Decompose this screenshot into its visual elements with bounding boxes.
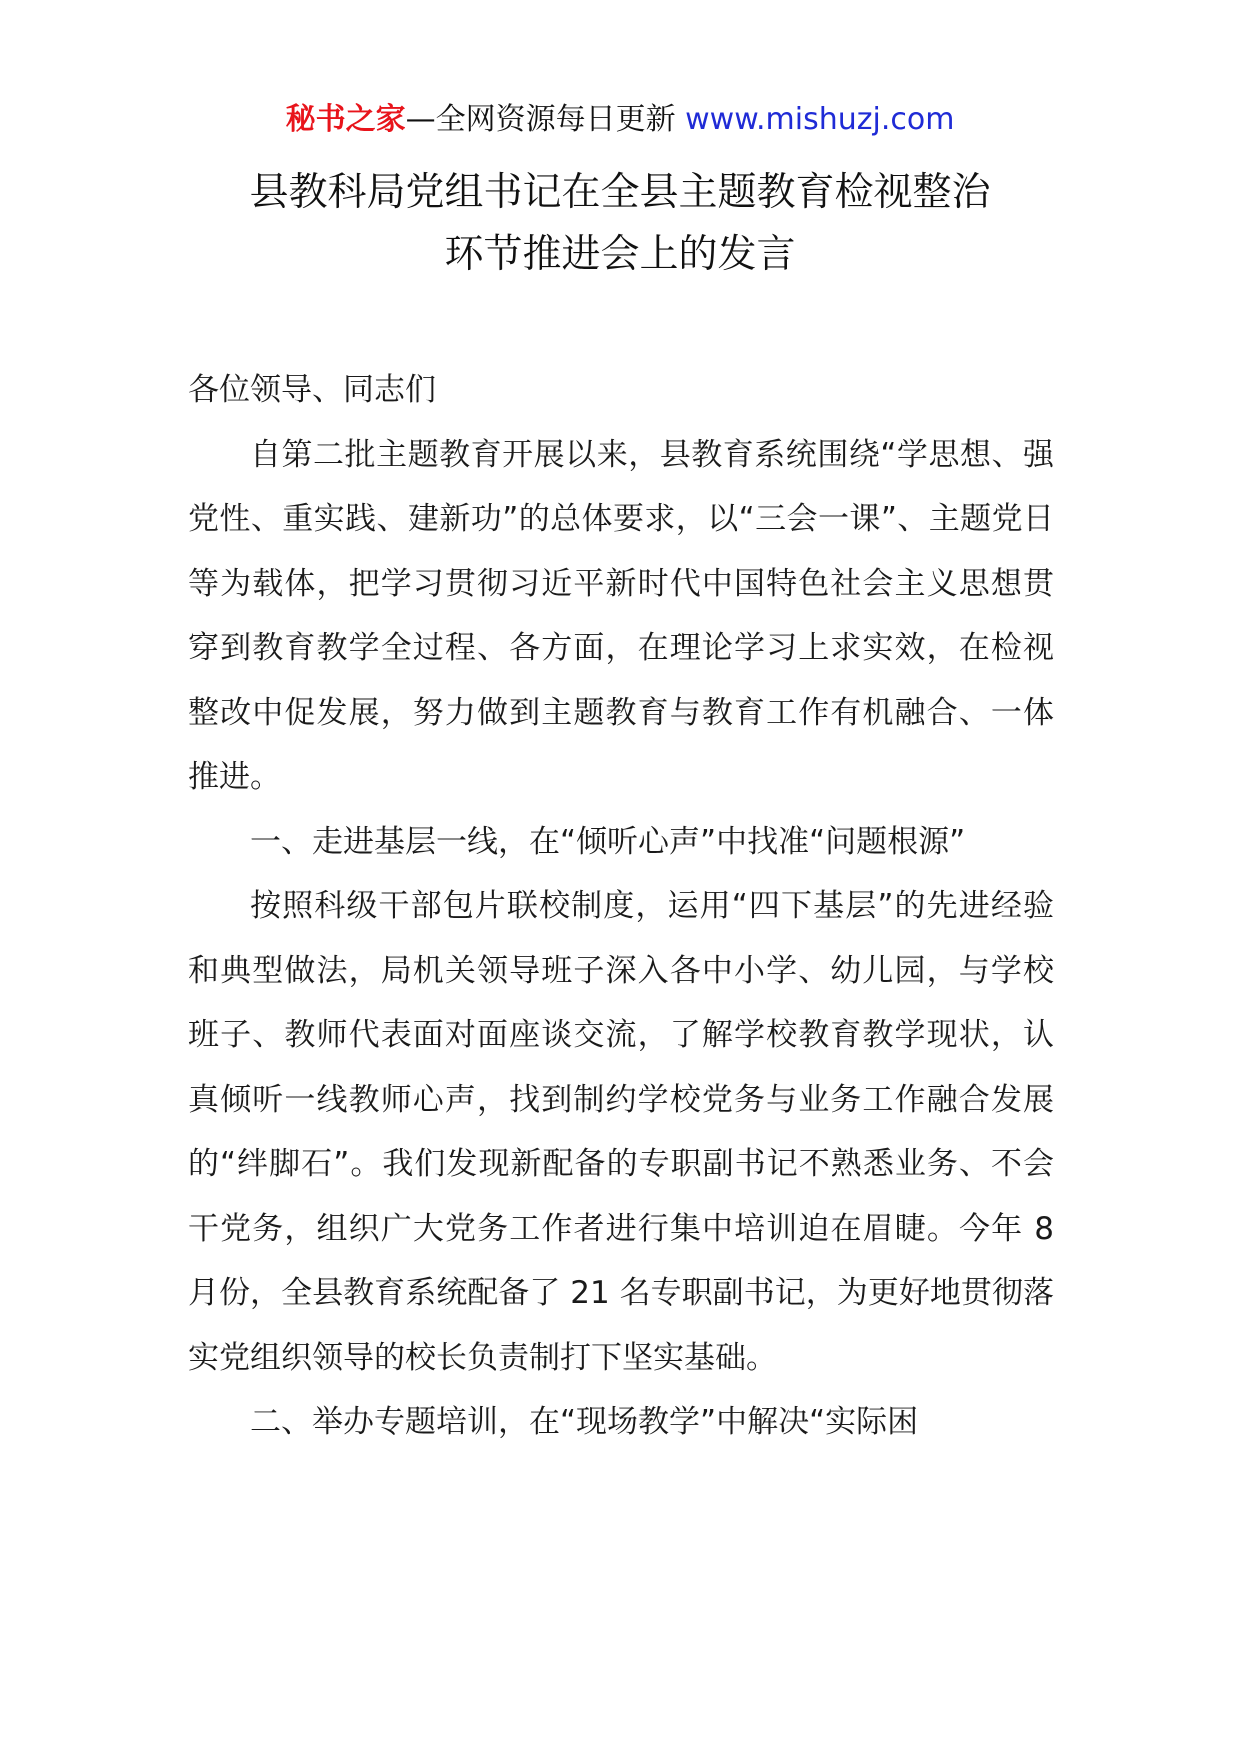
title-line-1: 县教科局党组书记在全县主题教育检视整治 <box>249 170 991 215</box>
document-title <box>0 162 1240 286</box>
header-url-link[interactable]: www.mishuzj.com <box>685 102 955 137</box>
brand-name: 秘书之家 <box>285 102 406 137</box>
watermark-header <box>0 100 1240 140</box>
section-2-heading: 二、举办专题培训，在“现场教学”中解决“实际困 <box>250 1404 919 1440</box>
title-line-2: 环节推进会上的发言 <box>444 232 796 277</box>
salutation: 各位领导、同志们 <box>188 372 436 408</box>
intro-paragraph: 自第二批主题教育开展以来，县教育系统围绕“学思想、强党性、重实践、建新功”的总体要求，以“三会一课”、主题党日等为载体，把学习贯彻习近平新时代中国特色社会主义思想贯穿到教育教学全过程、各方面，在理论学习上求实效，在检视整改中促发展，努力做到主题教育与教育工作有机融合、一体推进。 <box>188 436 1054 795</box>
document-body <box>188 358 1054 1455</box>
header-tagline: —全网资源每日更新 <box>405 102 676 137</box>
section-1-heading: 一、走进基层一线，在“倾听心声”中找准“问题根源” <box>250 823 966 860</box>
section-1-paragraph: 按照科级干部包片联校制度，运用“四下基层”的先进经验和典型做法，局机关领导班子深入各中小学、幼儿园，与学校班子、教师代表面对面座谈交流，了解学校教育教学现状，认真倾听一线教师心声，找到制约学校党务与业务工作融合发展的“绊脚石”。我们发现新配备的专职副书记不熟悉业务、不会干党务，组织广大党务工作者进行集中培训迫在眉睫。今年 8 月份，全县教育系统配备了 21 名专职副书记，为更好地贯彻落实党组织领导的校长负责制打下坚实基础。 <box>188 888 1054 1376</box>
